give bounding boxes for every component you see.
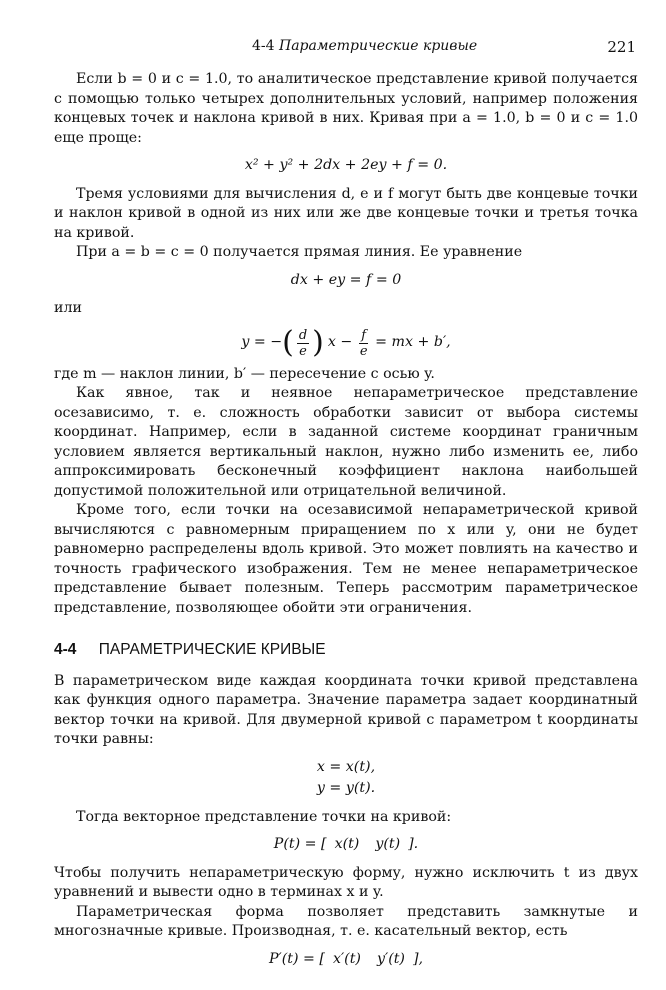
equation-derivative bbox=[54, 950, 638, 970]
running-title bbox=[252, 38, 477, 54]
eq-lhs: y = − bbox=[241, 334, 283, 351]
paragraph: Если b = 0 и c = 1.0, то аналитическое представление кривой получается с помощью только четырех дополнительных условий, например положения концевых точек и наклона кривой в них. Кривая при a = 1.0, b = 0 и c = 1.0 еще проще: bbox=[54, 71, 638, 146]
paragraph: Как явное, так и неявное непараметрическое представление осезависимо, т. е. сложность обработки зависит от выбора системы координат. Например, если в заданной системе координат граничным условием является вертикальный наклон, нужно либо изменить ее, либо аппроксимировать бесконечный коэффициент наклона наибольшей допустимой положительной или отрицательной величиной. bbox=[54, 385, 638, 499]
section-title: ПАРАМЕТРИЧЕСКИЕ КРИВЫЕ bbox=[98, 641, 326, 658]
header-section-number: 4-4 bbox=[252, 38, 275, 54]
header-title: Параметрические кривые bbox=[279, 38, 478, 54]
paragraph: При a = b = c = 0 получается прямая линия. Ее уравнение bbox=[76, 244, 523, 260]
paragraph-word: или bbox=[54, 300, 82, 316]
section-number: 4-4 bbox=[54, 641, 77, 658]
equation-x-param: x = x(t), bbox=[316, 758, 376, 775]
equation-y-param: y = y(t). bbox=[316, 780, 376, 796]
paragraph: Тогда векторное представление точки на кривой: bbox=[76, 808, 452, 825]
paragraph: Тремя условиями для вычисления d, e и f могут быть две концевые точки и наклон кривой в одной из них или же две концевые точки и третья точка на кривой. bbox=[54, 185, 638, 241]
deriv-c2: y′(t) bbox=[376, 950, 405, 967]
fraction-denominator: e bbox=[359, 343, 368, 359]
vec-c1: x(t) bbox=[334, 836, 360, 852]
paragraph: где m — наклон линии, b′ — пересечение с осью y. bbox=[54, 365, 435, 382]
eq-mid: x − bbox=[327, 334, 353, 351]
running-header bbox=[0, 38, 666, 58]
close-paren: ) bbox=[312, 325, 324, 360]
deriv-rhs: ], bbox=[412, 950, 424, 967]
equation-vector bbox=[54, 835, 638, 855]
vec-c2: y(t) bbox=[375, 836, 401, 852]
vec-lhs: P(t) = [ bbox=[273, 836, 327, 852]
page-body bbox=[54, 70, 638, 978]
paragraph: Чтобы получить непараметрическую форму, нужно исключить t из двух уравнений и вывести одно в терминах x и y. bbox=[54, 864, 638, 900]
fraction-denominator: e bbox=[299, 343, 307, 359]
equation-circle: x² + y² + 2dx + 2ey + f = 0. bbox=[244, 157, 448, 173]
equation-slope-form bbox=[54, 325, 638, 360]
paragraph: Кроме того, если точки на осезависимой непараметрической кривой вычисляются с равномерным приращением по x или y, они не будет равномерно распределены вдоль кривой. Это может повлиять на качество и точность графического изображения. Тем не менее непараметрическое представление бывает полезным. Теперь рассмотрим параметрическое представление, позволяющее обойти эти ограничения. bbox=[54, 502, 638, 616]
equation-line: dx + ey = f = 0 bbox=[290, 271, 402, 288]
deriv-lhs: P′(t) = [ bbox=[268, 950, 325, 967]
open-paren: ( bbox=[282, 325, 294, 360]
fraction-f-over-e bbox=[359, 328, 368, 359]
section-heading bbox=[54, 640, 638, 660]
fraction-numerator: d bbox=[298, 327, 308, 343]
eq-rhs: = mx + b′, bbox=[375, 334, 451, 351]
deriv-c1: x′(t) bbox=[332, 950, 361, 967]
vec-rhs: ]. bbox=[408, 836, 419, 852]
fraction-d-over-e bbox=[297, 328, 309, 359]
paragraph: Параметрическая форма позволяет представить замкнутые и многозначные кривые. Производная, т. е. касательный вектор, есть bbox=[54, 903, 638, 939]
page-number: 221 bbox=[607, 38, 636, 56]
fraction-numerator: f bbox=[361, 327, 367, 343]
paragraph: В параметрическом виде каждая координата точки кривой представлена как функция одного параметра. Значение параметра задает координатный вектор точки на кривой. Для двумерной кривой с параметром t координаты точки равны: bbox=[54, 672, 638, 747]
